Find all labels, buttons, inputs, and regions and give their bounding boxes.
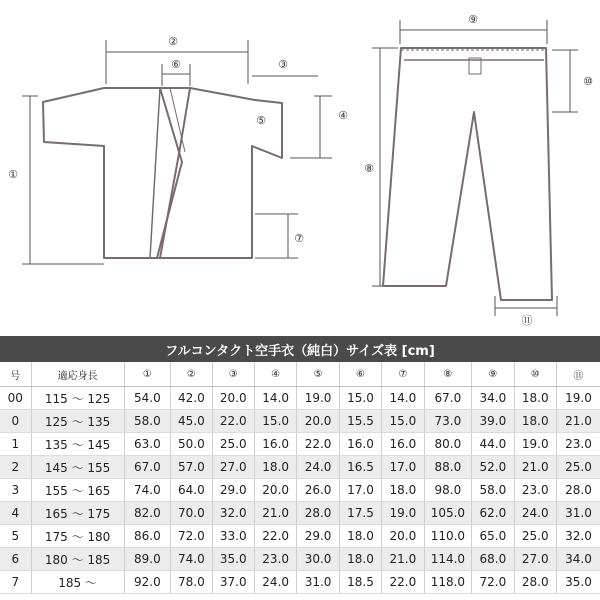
measurement-cell: 118.0 [424,571,472,594]
measurement-cell: 72.0 [472,571,514,594]
measurement-cell: 23.0 [514,479,556,502]
measurement-cell: 19.0 [556,387,600,410]
table-row [0,525,600,548]
measurement-cell: 25.0 [556,456,600,479]
measurement-cell: 20.0 [297,410,339,433]
measurement-cell: 44.0 [472,433,514,456]
measurement-cell: 20.0 [382,525,424,548]
measurement-cell: 25.0 [514,525,556,548]
measurement-cell: 32.0 [212,502,254,525]
size-number-cell: 2 [0,456,31,479]
height-range-cell: 115 ～ 125 [31,387,124,410]
measurement-cell: 18.0 [514,410,556,433]
measurement-cell: 17.5 [339,502,381,525]
column-header: ② [171,362,212,387]
measurement-cell: 78.0 [171,571,212,594]
label-m1: ① [8,168,18,181]
table-title: フルコンタクト空手衣（純白）サイズ表 [cm] [0,336,600,362]
measurement-cell: 28.0 [556,479,600,502]
size-number-cell: 1 [0,433,31,456]
measurement-cell: 114.0 [424,548,472,571]
measurement-cell: 16.0 [339,433,381,456]
measurement-cell: 24.0 [297,456,339,479]
measurement-cell: 19.0 [297,387,339,410]
height-range-cell: 135 ～ 145 [31,433,124,456]
measurement-cell: 24.0 [254,571,296,594]
table-title-row [0,336,600,362]
jacket-drawing [43,88,282,258]
measurement-cell: 22.0 [212,410,254,433]
height-range-cell: 180 ～ 185 [31,548,124,571]
label-m6: ⑥ [171,58,181,71]
label-m3: ③ [278,58,288,71]
measurement-cell: 21.0 [556,410,600,433]
measurement-cell: 82.0 [124,502,171,525]
height-range-cell: 125 ～ 135 [31,410,124,433]
measurement-cell: 18.0 [254,456,296,479]
table-row [0,479,600,502]
table-body [0,387,600,594]
measurement-cell: 65.0 [472,525,514,548]
measurement-cell: 67.0 [424,387,472,410]
column-header: ④ [254,362,296,387]
measurement-cell: 18.0 [514,387,556,410]
measurement-cell: 45.0 [171,410,212,433]
measurement-cell: 18.0 [339,548,381,571]
measurement-cell: 17.0 [382,456,424,479]
measurement-cell: 16.5 [339,456,381,479]
column-header: ⑩ [514,362,556,387]
label-m10: ⑩ [583,75,593,88]
table-row [0,502,600,525]
measurement-cell: 105.0 [424,502,472,525]
column-header: ① [124,362,171,387]
measurement-cell: 34.0 [472,387,514,410]
size-number-cell: 00 [0,387,31,410]
measurement-cell: 62.0 [472,502,514,525]
label-m5: ⑤ [256,114,266,127]
measurement-cell: 28.0 [297,502,339,525]
height-range-cell: 165 ～ 175 [31,502,124,525]
table-row [0,433,600,456]
column-header: ⑧ [424,362,472,387]
measurement-cell: 33.0 [212,525,254,548]
label-m8: ⑧ [364,162,374,175]
measurement-cell: 57.0 [171,456,212,479]
measurement-cell: 27.0 [212,456,254,479]
size-number-cell: 6 [0,548,31,571]
column-header: 適応身長 [31,362,124,387]
measurement-cell: 21.0 [254,502,296,525]
measurement-cell: 15.0 [339,387,381,410]
measurement-cell: 15.0 [382,410,424,433]
measurement-cell: 28.0 [514,571,556,594]
measurement-cell: 16.0 [254,433,296,456]
table-row [0,571,600,594]
measurement-cell: 88.0 [424,456,472,479]
size-number-cell: 4 [0,502,31,525]
size-number-cell: 0 [0,410,31,433]
measurement-cell: 17.0 [339,479,381,502]
label-m2: ② [168,35,178,48]
measurement-cell: 35.0 [556,571,600,594]
measurement-cell: 64.0 [171,479,212,502]
measurement-cell: 80.0 [424,433,472,456]
measurement-cell: 92.0 [124,571,171,594]
pants-drawing [383,48,552,300]
table-row [0,456,600,479]
measurement-cell: 15.5 [339,410,381,433]
column-header: ⑥ [339,362,381,387]
measurement-cell: 22.0 [382,571,424,594]
height-range-cell: 185 ～ [31,571,124,594]
measurement-cell: 23.0 [254,548,296,571]
label-m11: ⑪ [521,314,533,327]
measurement-cell: 22.0 [297,433,339,456]
measurement-cell: 89.0 [124,548,171,571]
size-number-cell: 7 [0,571,31,594]
column-header: 号 [0,362,31,387]
size-table [0,336,600,594]
height-range-cell: 145 ～ 155 [31,456,124,479]
measurement-cell: 24.0 [514,502,556,525]
table-header-row [0,362,600,387]
measurement-cell: 73.0 [424,410,472,433]
measurement-cell: 70.0 [171,502,212,525]
measurement-cell: 20.0 [212,387,254,410]
measurement-cell: 20.0 [254,479,296,502]
measurement-cell: 31.0 [297,571,339,594]
measurement-cell: 14.0 [254,387,296,410]
measurement-cell: 18.0 [339,525,381,548]
measurement-cell: 58.0 [472,479,514,502]
measurement-cell: 110.0 [424,525,472,548]
measurement-cell: 15.0 [254,410,296,433]
measurement-cell: 25.0 [212,433,254,456]
size-number-cell: 5 [0,525,31,548]
measurement-cell: 67.0 [124,456,171,479]
measurement-cell: 32.0 [556,525,600,548]
measurement-cell: 19.0 [382,502,424,525]
column-header: ⑦ [382,362,424,387]
jacket-dimension-lines [22,40,332,264]
label-m4: ④ [338,109,348,122]
measurement-cell: 74.0 [171,548,212,571]
measurement-cell: 18.5 [339,571,381,594]
measurement-cell: 14.0 [382,387,424,410]
measurement-cell: 35.0 [212,548,254,571]
measurement-cell: 42.0 [171,387,212,410]
table-row [0,410,600,433]
height-range-cell: 155 ～ 165 [31,479,124,502]
measurement-cell: 18.0 [382,479,424,502]
measurement-cell: 58.0 [124,410,171,433]
label-m7: ⑦ [294,232,304,245]
measurement-cell: 27.0 [514,548,556,571]
measurement-cell: 63.0 [124,433,171,456]
measurement-cell: 19.0 [514,433,556,456]
measurement-cell: 86.0 [124,525,171,548]
column-header: ⑪ [556,362,600,387]
height-range-cell: 175 ～ 180 [31,525,124,548]
measurement-cell: 31.0 [556,502,600,525]
measurement-cell: 30.0 [297,548,339,571]
measurement-cell: 21.0 [382,548,424,571]
table-row [0,387,600,410]
measurement-cell: 22.0 [254,525,296,548]
table-row [0,548,600,571]
measurement-cell: 39.0 [472,410,514,433]
column-header: ⑤ [297,362,339,387]
measurement-cell: 52.0 [472,456,514,479]
measurement-cell: 50.0 [171,433,212,456]
column-header: ⑨ [472,362,514,387]
measurement-cell: 34.0 [556,548,600,571]
column-header: ③ [212,362,254,387]
measurement-cell: 29.0 [212,479,254,502]
measurement-cell: 98.0 [424,479,472,502]
measurement-cell: 54.0 [124,387,171,410]
measurement-cell: 37.0 [212,571,254,594]
size-number-cell: 3 [0,479,31,502]
measurement-cell: 29.0 [297,525,339,548]
measurement-cell: 72.0 [171,525,212,548]
measurement-cell: 26.0 [297,479,339,502]
measurement-cell: 68.0 [472,548,514,571]
measurement-cell: 74.0 [124,479,171,502]
measurement-cell: 16.0 [382,433,424,456]
measurement-cell: 21.0 [514,456,556,479]
label-m9: ⑨ [468,13,478,26]
measurement-cell: 23.0 [556,433,600,456]
